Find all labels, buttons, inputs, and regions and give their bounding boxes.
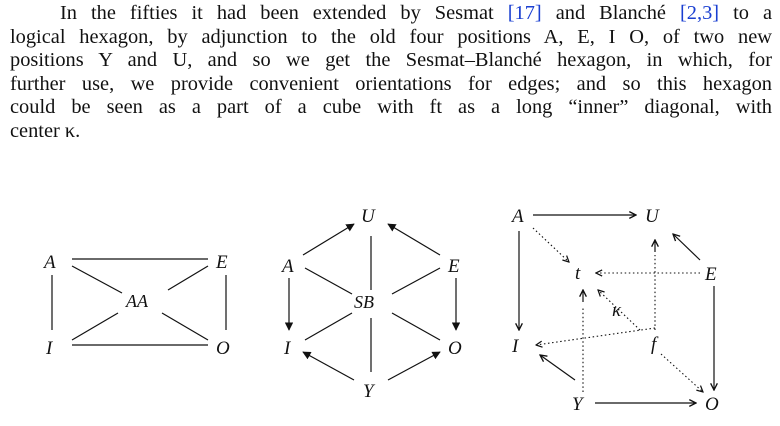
edge-y-o xyxy=(388,352,440,380)
text-run: and Blanché xyxy=(541,2,680,24)
edge-f-o xyxy=(661,354,703,392)
edge-i-center xyxy=(72,313,118,340)
cube-node-e: E xyxy=(705,264,717,285)
edge-a-u xyxy=(303,224,354,255)
cube-node-u: U xyxy=(645,206,659,227)
hexagon-node-i: I xyxy=(284,338,291,359)
citation-17-link[interactable]: [17] xyxy=(507,2,542,24)
edge-y-i xyxy=(303,352,354,380)
edge-y-i xyxy=(540,355,575,380)
paragraph-line-3: positions Y and U, and so we get the Sesmat–Blanché hexagon, in which, for xyxy=(10,49,772,72)
paragraph-line-6: center κ. xyxy=(10,119,81,142)
edge-o-center xyxy=(392,313,440,340)
text-run: In the fifties it had been extended by Sesmat xyxy=(60,2,508,24)
cube-node-i: I xyxy=(512,336,519,357)
hexagon-node-o: O xyxy=(448,338,462,359)
cube-node-a: A xyxy=(512,206,524,227)
square-node-o: O xyxy=(216,338,230,359)
square-node-i: I xyxy=(46,338,53,359)
hexagon-node-a: A xyxy=(282,256,294,277)
square-center-label: AA xyxy=(126,291,148,311)
hexagon-node-y: Y xyxy=(363,381,374,402)
cube-center-kappa: κ xyxy=(612,300,622,321)
citation-2-link[interactable]: [2, xyxy=(679,2,703,24)
paragraph-line-5: could be seen as a part of a cube with ft as a long “inner” diagonal, with xyxy=(10,96,772,119)
edge-e-center xyxy=(168,266,208,290)
edge-a-center xyxy=(72,266,122,293)
cube-node-t: t xyxy=(575,263,581,284)
cube-node-o: O xyxy=(705,394,719,415)
text-run: to a xyxy=(719,2,772,24)
cube-node-y: Y xyxy=(572,394,583,415)
edge-e-u xyxy=(388,224,440,255)
cube-node-f: f xyxy=(651,334,657,355)
citation-3-link[interactable]: 3] xyxy=(702,2,720,24)
edge-e-u xyxy=(673,234,700,260)
edge-i-center xyxy=(305,313,352,340)
hexagon-center-label: SB xyxy=(354,292,374,312)
square-node-a: A xyxy=(44,252,56,273)
paragraph-line-2: logical hexagon, by adjunction to the old four positions A, E, I O, of two new xyxy=(10,25,772,48)
paragraph-line-4: further use, we provide convenient orientations for edges; and so this hexagon xyxy=(10,72,772,95)
edge-f-i xyxy=(536,328,655,345)
edge-o-center xyxy=(162,313,208,340)
edge-a-center xyxy=(305,268,352,294)
hexagon-node-e: E xyxy=(448,256,460,277)
edge-e-center xyxy=(392,268,440,294)
square-node-e: E xyxy=(216,252,228,273)
hexagon-node-u: U xyxy=(361,206,375,227)
edge-a-t xyxy=(533,228,569,262)
